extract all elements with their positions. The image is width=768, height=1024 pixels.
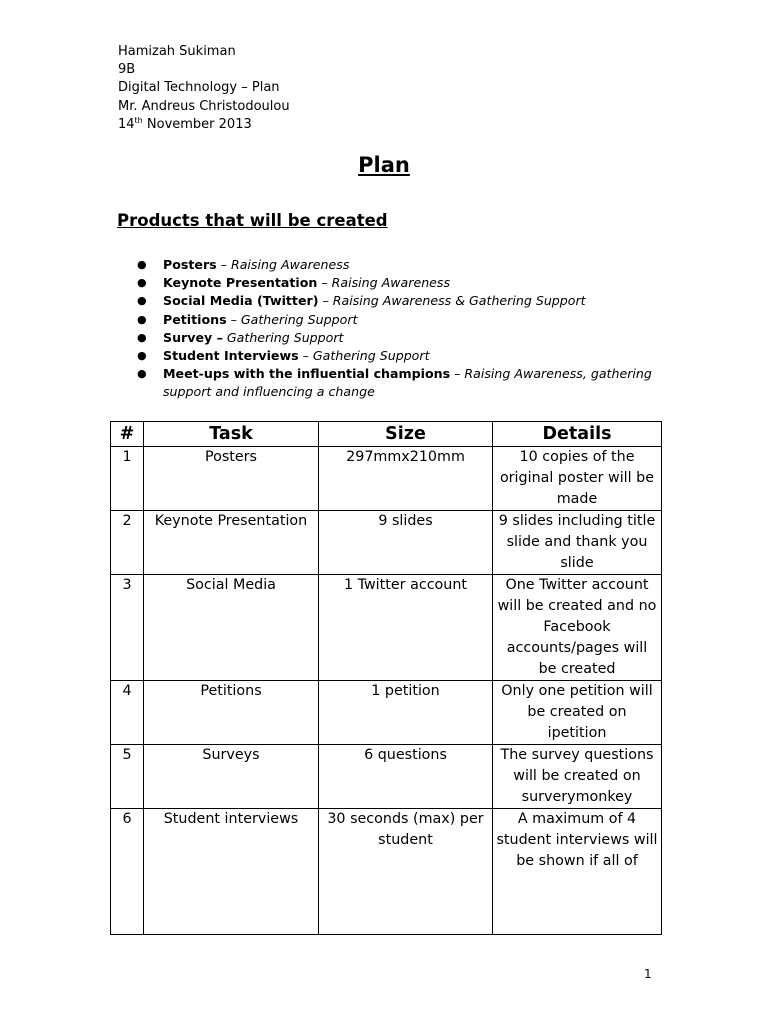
bullet-icon: ●	[137, 294, 147, 308]
product-name: Petitions	[163, 311, 227, 327]
product-name: Meet-ups with the influential champions	[163, 366, 451, 382]
column-header-size: Size	[319, 422, 493, 447]
list-item	[136, 311, 676, 329]
size-cell: 1 Twitter account	[319, 575, 493, 681]
details-cell: Only one petition will be created on ipetition	[493, 681, 662, 745]
table-row	[111, 575, 662, 681]
task-cell: Social Media	[144, 575, 319, 681]
bullet-icon: ●	[137, 349, 147, 363]
task-cell: Petitions	[144, 681, 319, 745]
date-day: 14	[118, 116, 135, 132]
date-ordinal-suffix: th	[134, 115, 143, 125]
page-title-text: Plan	[358, 153, 410, 177]
document-header	[118, 43, 290, 134]
product-name: Posters	[163, 257, 217, 272]
teacher-name: Mr. Andreus Christodoulou	[118, 98, 290, 114]
product-purpose: Gathering Support	[312, 348, 430, 364]
product-purpose: Raising Awareness	[331, 275, 451, 291]
class-label: 9B	[118, 62, 136, 78]
details-cell: The survey questions will be created on surverymonkey	[493, 745, 662, 809]
list-item	[136, 365, 676, 401]
size-cell: 297mmx210mm	[319, 447, 493, 511]
bullet-icon: ●	[137, 330, 147, 344]
row-number: 1	[111, 447, 144, 511]
list-item	[136, 292, 676, 310]
page-title	[0, 152, 768, 178]
table-row	[111, 511, 662, 575]
bullet-icon: ●	[137, 258, 147, 271]
task-cell: Posters	[144, 447, 319, 511]
products-list	[136, 256, 676, 402]
separator: –	[226, 311, 241, 327]
separator: –	[216, 257, 231, 272]
bullet-icon: ●	[137, 276, 147, 290]
column-header-number: #	[111, 422, 144, 447]
table-row	[111, 447, 662, 511]
product-name: Keynote Presentation	[163, 275, 318, 291]
details-cell: 9 slides including title slide and thank you slide	[493, 511, 662, 575]
date-month-year: November 2013	[142, 116, 252, 132]
document-date	[118, 116, 290, 134]
row-number: 5	[111, 745, 144, 809]
table-row	[111, 745, 662, 809]
page-number: 1	[644, 967, 652, 981]
bullet-icon: ●	[137, 312, 147, 326]
separator: –	[318, 293, 333, 309]
size-cell: 30 seconds (max) per student	[319, 809, 493, 935]
details-cell: 10 copies of the original poster will be made	[493, 447, 662, 511]
product-purpose: Gathering Support	[226, 329, 344, 345]
list-item	[136, 256, 676, 274]
product-name: Survey –	[163, 329, 223, 345]
size-cell: 1 petition	[319, 681, 493, 745]
product-purpose: Raising Awareness	[230, 257, 350, 272]
product-purpose: Raising Awareness, gathering support and influencing a change	[163, 366, 652, 400]
separator: –	[317, 275, 332, 291]
section-heading: Products that will be created	[117, 211, 388, 230]
task-cell: Student interviews	[144, 809, 319, 935]
subject-label: Digital Technology – Plan	[118, 80, 280, 96]
product-purpose: Gathering Support	[240, 311, 358, 327]
plan-table	[110, 421, 662, 935]
bullet-icon: ●	[137, 367, 147, 381]
product-purpose: Raising Awareness & Gathering Support	[332, 293, 586, 309]
size-cell: 6 questions	[319, 745, 493, 809]
size-cell: 9 slides	[319, 511, 493, 575]
row-number: 3	[111, 575, 144, 681]
product-name: Social Media (Twitter)	[163, 293, 319, 309]
table-header-row	[111, 422, 662, 447]
list-item	[136, 274, 676, 292]
product-name: Student Interviews	[163, 348, 299, 364]
separator: –	[450, 366, 465, 382]
table-row	[111, 681, 662, 745]
table-row	[111, 809, 662, 935]
column-header-details: Details	[493, 422, 662, 447]
row-number: 2	[111, 511, 144, 575]
task-cell: Keynote Presentation	[144, 511, 319, 575]
row-number: 6	[111, 809, 144, 935]
details-cell: One Twitter account will be created and no Facebook accounts/pages will be created	[493, 575, 662, 681]
task-cell: Surveys	[144, 745, 319, 809]
author-name: Hamizah Sukiman	[118, 44, 236, 59]
list-item	[136, 347, 676, 365]
details-cell: A maximum of 4 student interviews will be shown if all of	[493, 809, 662, 935]
separator: –	[298, 348, 313, 364]
column-header-task: Task	[144, 422, 319, 447]
row-number: 4	[111, 681, 144, 745]
list-item	[136, 329, 676, 347]
